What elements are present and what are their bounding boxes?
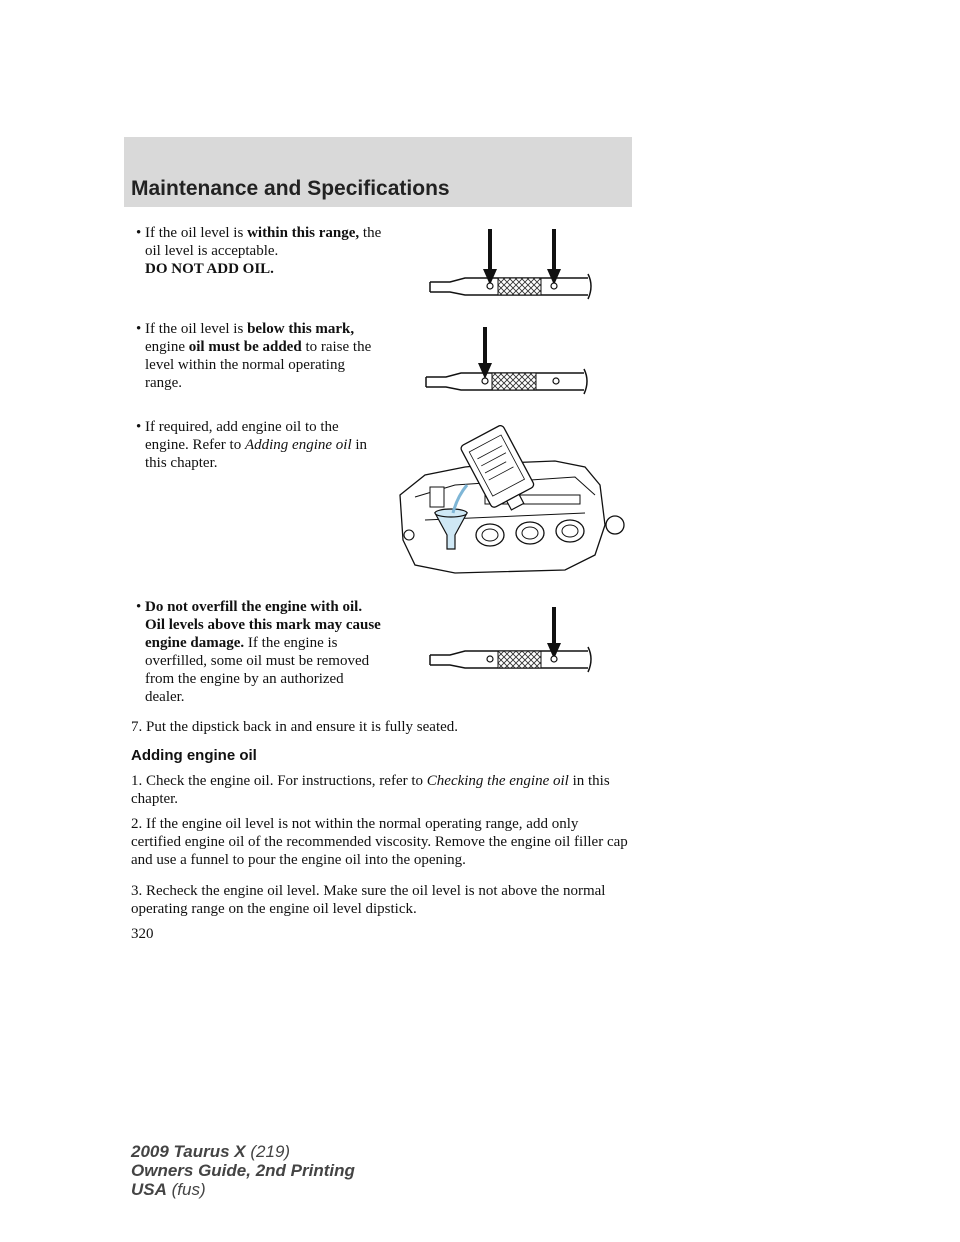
- bullet-overfill-warning: • Do not overfill the engine with oil. Oil levels above this mark may cause engine damage. If the engine is overfilled, some oil must be removed from the engine by an authorized dealer.: [136, 599, 381, 705]
- step-7: 7. Put the dipstick back in and ensure it is fully seated.: [131, 719, 459, 735]
- dipstick-hatched-range: [498, 278, 541, 295]
- dipstick-overfill-illustration: [420, 603, 600, 678]
- dipstick-below-mark-illustration: [420, 323, 600, 398]
- dipstick-hatched-range: [492, 373, 536, 390]
- page-number: 320: [131, 926, 154, 942]
- arrow-head-low: [478, 363, 492, 379]
- bullet-dot: •: [136, 321, 142, 337]
- bullet-below-mark: • If the oil level is below this mark, engine oil must be added to raise the level within the normal operating range.: [136, 321, 372, 391]
- page-title: Maintenance and Specifications: [131, 177, 450, 200]
- section-step-2: 2. If the engine oil level is not within the normal operating range, add only certified engine oil of the recommended viscosity. Remove the engine oil filler cap and use a funnel to pour the engine oil into the opening.: [131, 816, 628, 868]
- bullet-dot: •: [136, 225, 142, 241]
- section-step-3: 3. Recheck the engine oil level. Make sure the oil level is not above the normal operating range on the engine oil level dipstick.: [131, 883, 606, 917]
- bullet-dot: •: [136, 419, 142, 435]
- bullet-within-range: • If the oil level is within this range, the oil level is acceptable. DO NOT ADD OIL.: [136, 225, 382, 277]
- footer: 2009 Taurus X (219) Owners Guide, 2nd Printing USA (fus): [131, 1142, 355, 1199]
- section-step-1: 1. Check the engine oil. For instructions, refer to Checking the engine oil in this chapter.: [131, 773, 610, 807]
- dipstick-hatched-range: [498, 651, 541, 668]
- bullet-add-oil: • If required, add engine oil to the engine. Refer to Adding engine oil in this chapter.: [136, 419, 368, 471]
- engine-oil-filling-illustration: [395, 425, 625, 575]
- section-heading: Adding engine oil: [131, 747, 257, 764]
- dipstick-within-range-illustration: [420, 225, 600, 305]
- bullet-dot: •: [136, 599, 142, 615]
